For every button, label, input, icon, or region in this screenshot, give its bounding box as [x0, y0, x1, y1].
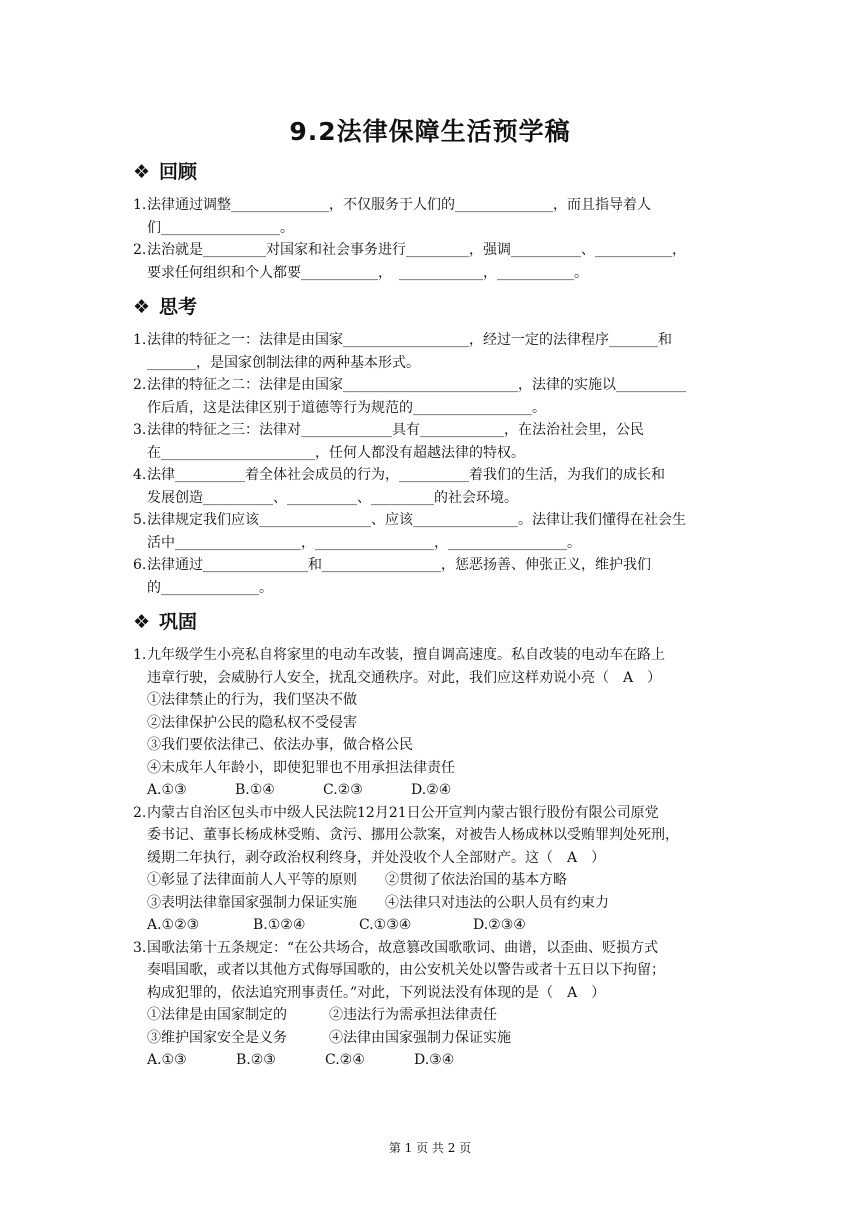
option-b: B.②③ — [236, 1052, 276, 1068]
document-title: 9.2法律保障生活预学稿 — [289, 117, 571, 146]
fill-blank-item: 5.法律规定我们应该________________、应该_______________。法律让我们懂得在社会生 活中__________________，_________________，_________________。 — [133, 512, 686, 551]
multiple-choice-question: 1.九年级学生小亮私自将家里的电动车改装，擅自调高速度。私自改装的电动车在路上 违章行驶，会威胁行人安全，扰乱交通秩序。对此，我们应这样劝说小亮（ A ） ①法律禁止的行为，我们坚决不做 ②法律保护公民的隐私权不受侵害 ③我们要依法律己、依法办事，做合格公民 ④未成年人年龄小，即使犯罪也不用承担法律责任 A.①③ B.①④ C.②③ D.②④ — [133, 644, 733, 802]
option-c: C.②③ — [323, 782, 363, 798]
fill-blank-item: 1.法律通过调整______________，不仅服务于人们的______________，而且指导着人 们_________________。 — [133, 197, 651, 236]
statement: ②法律保护公民的隐私权不受侵害 — [147, 714, 357, 731]
fill-blank-item: 2.法律的特征之二：法律是由国家_________________________，法律的实施以__________ 作后盾，这是法律区别于道德等行为规范的_________________。 — [133, 377, 686, 416]
section-think — [133, 293, 733, 599]
answer-options — [133, 1049, 733, 1072]
option-b: B.①④ — [235, 782, 275, 798]
diamond-bullet-icon: ❖ — [133, 296, 151, 318]
statement: ④未成年人年龄小，即使犯罪也不用承担法律责任 — [147, 759, 455, 776]
answer-options — [133, 779, 733, 802]
page-number-footer: 第 1 页 共 2 页 — [388, 1141, 472, 1155]
option-d: D.②③④ — [473, 917, 526, 933]
fill-blank-item: 4.法律__________着全体社会成员的行为，__________着我们的生活，为我们的成长和 发展创造__________、__________、_________的社会环境。 — [133, 467, 665, 506]
fill-blank-item: 1.法律的特征之一：法律是由国家__________________，经过一定的法律程序_______和 _______，是国家创制法律的两种基本形式。 — [133, 332, 672, 371]
fill-blank-item: 2.法治就是_________对国家和社会事务进行_________，强调__________、___________， 要求任何组织和个人都要___________， ____________，___________。 — [133, 242, 686, 281]
section-consolidate — [133, 608, 733, 1072]
statement: ③我们要依法律己、依法办事，做合格公民 — [147, 737, 413, 753]
option-c: C.②④ — [325, 1052, 365, 1068]
diamond-bullet-icon: ❖ — [133, 161, 151, 183]
option-a: A.①③ — [147, 782, 187, 798]
option-c: C.①③④ — [359, 917, 412, 933]
fill-blank-item: 3.法律的特征之三：法律对_____________具有____________，在法治社会里，公民 在______________________，任何人都没有超越法律的特权。 — [133, 422, 644, 461]
multiple-choice-question: 3.国歌法第十五条规定：“在公共场合，故意篡改国歌歌词、曲谱，以歪曲、贬损方式 奏唱国歌，或者以其他方式侮辱国歌的，由公安机关处以警告或者十五日以下拘留； 构成犯罪的，依法追究刑事责任。”对此，下列说法没有体现的是（ A ） ①法律是由国家制定的 ②违法行为需承担法律责任 ③维护国家安全是义务 ④法律由国家强制力保证实施 A.①③ B.②③ C.②④ D.③④ — [133, 937, 733, 1072]
section-heading: ❖ 思考 — [133, 293, 733, 321]
statement: ①法律禁止的行为，我们坚决不做 — [147, 692, 357, 708]
fill-blank-item: 6.法律通过_______________和_________________，惩恶扬善、伸张正义，维护我们 的______________。 — [133, 557, 651, 596]
statement: ①法律是由国家制定的 ②违法行为需承担法律责任 — [147, 1007, 497, 1023]
statement: ③表明法律靠国家强制力保证实施 ④法律只对违法的公职人员有约束力 — [147, 894, 609, 911]
section-heading: ❖ 回顾 — [133, 158, 733, 186]
statement: ①彰显了法律面前人人平等的原则 ②贯彻了依法治国的基本方略 — [147, 872, 567, 888]
option-d: D.③④ — [414, 1052, 455, 1068]
answer-options — [133, 914, 733, 937]
option-b: B.①②④ — [253, 917, 306, 933]
option-d: D.②④ — [411, 782, 452, 798]
diamond-bullet-icon: ❖ — [133, 611, 151, 633]
option-a: A.①②③ — [147, 917, 200, 933]
option-a: A.①③ — [147, 1052, 187, 1068]
section-heading: ❖ 巩固 — [133, 608, 733, 636]
statement: ③维护国家安全是义务 ④法律由国家强制力保证实施 — [147, 1029, 511, 1046]
section-review — [133, 158, 733, 284]
multiple-choice-question: 2.内蒙古自治区包头市中级人民法院12月21日公开宣判内蒙古银行股份有限公司原党 委书记、董事长杨成林受贿、贪污、挪用公款案，对被告人杨成林以受贿罪判处死刑， 缓期二年执行，剥夺政治权利终身，并处没收个人全部财产。这（ A ） ①彰显了法律面前人人平等的原则 ②贯彻了依法治国的基本方略 ③表明法律靠国家强制力保证实施 ④法律只对违法的公职人员有约束力 A.①②③ B.①②④ C.①③④ D.②③④ — [133, 802, 733, 937]
